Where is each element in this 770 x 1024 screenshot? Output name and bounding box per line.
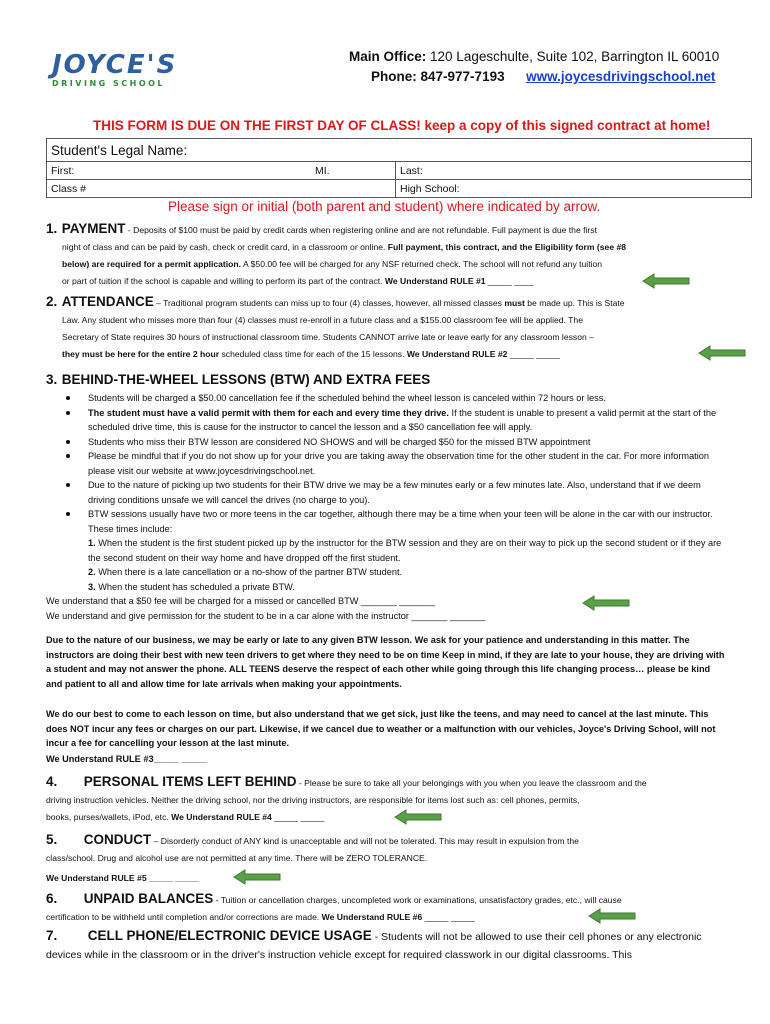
rule-4-blanks[interactable]: _____ _____ [274, 812, 325, 822]
section-number: 5. [46, 832, 58, 847]
logo-subtitle: DRIVING SCHOOL [52, 79, 166, 88]
list-item [62, 391, 726, 406]
section-btw-lessons [46, 371, 726, 623]
first-name-label: First: [51, 164, 75, 177]
items-text-b: driving instruction vehicles. Neither the driving school, nor the driving instructors, are responsible for items lost such as: cell phones, permits, [46, 795, 580, 805]
btw-rule-3: Students who miss their BTW lesson are considered NO SHOWS and will be charged $50 for the missed BTW appointment [88, 436, 591, 447]
section-dash: – [151, 836, 161, 846]
left-arrow-icon [588, 908, 636, 924]
section-title: ATTENDANCE [61, 294, 154, 309]
balances-text-a: Tuition or cancellation charges, uncompleted work or examinations, unsatisfactory grades, etc., will cause [220, 895, 622, 905]
due-notice: THIS FORM IS DUE ON THE FIRST DAY OF CLASS! keep a copy of this signed contract at home! [93, 118, 711, 133]
cell-text-b: devices while in the classroom or in the driver's instruction vehicle except for required classwork in our digital classrooms. This [46, 949, 632, 961]
section-title: UNPAID BALANCES [83, 891, 214, 906]
office-label: Main Office: [349, 49, 427, 64]
left-arrow-icon [642, 273, 690, 289]
section-dash: - [296, 778, 305, 788]
rule-3-acknowledgement[interactable]: We Understand RULE #3_____ _____ [46, 754, 208, 764]
attendance-text-a: Traditional program students can miss up to four (4) classes, however, all missed classes [163, 298, 505, 308]
attendance-text-a2: be made up. This is State [524, 298, 625, 308]
sign-instruction: Please sign or initial (both parent and student) where indicated by arrow. [168, 199, 601, 214]
btw-rules-list [46, 391, 726, 594]
cancellation-notice: We do our best to come to each lesson on time, but also understand that we get sick, just like the teens, and may need to cancel at the last minute. This does NOT incur any fees or charges on our part. Likewise, if we cancel due to weather or a malfunction with our vehicles, Joyce's Driving School, will not incur a fee for cancelling your lesson at the last minute. [46, 709, 716, 748]
last-name-field[interactable] [396, 162, 752, 180]
middle-initial-field[interactable] [311, 162, 396, 180]
btw-alone-permission[interactable]: We understand and give permission for the student to be in a car alone with the instructor _______ _______ [46, 610, 486, 621]
section-title: CELL PHONE/ELECTRONIC DEVICE USAGE [87, 928, 372, 943]
middle-initial-label: MI. [315, 164, 330, 177]
left-arrow-icon [394, 809, 442, 825]
section-title: CONDUCT [83, 832, 152, 847]
case-2: When there is a late cancellation or a no-show of the partner BTW student. [95, 567, 403, 577]
student-name-title: Student's Legal Name: [47, 139, 752, 162]
left-arrow-icon [233, 869, 281, 885]
high-school-label: High School: [400, 182, 460, 195]
payment-text-b: night of class and can be paid by cash, check or credit card, in a classroom or online. [62, 242, 388, 252]
school-logo [52, 52, 202, 88]
office-address: 120 Lageschulte, Suite 102, Barrington IL 60010 [430, 49, 720, 64]
section-payment [46, 220, 736, 290]
list-item [62, 449, 726, 478]
timing-notice: Due to the nature of our business, we may be early or late to any given BTW lesson. We ask for your patience and understanding in this matter. The instructors are doing their best with new teen drivers to get where they need to be on time Keep in mind, if they are late to your house, they are driving with a student and may not answer the phone. ALL TEENS deserve the respect of each other while going through this life changing process… please be kind and patient to all and allow time for late arrivals when making your appointments. [46, 635, 725, 689]
conduct-text-b: class/school. Drug and alcohol use are not permitted at any time. There will be ZERO TOLERANCE. [46, 853, 428, 863]
office-info [349, 47, 719, 67]
list-item [62, 478, 726, 507]
left-arrow-icon [582, 595, 630, 611]
rule-2-label: We Understand RULE #2 [406, 349, 508, 359]
class-number-label: Class # [51, 182, 87, 195]
rule-6-label: We Understand RULE #6 [321, 912, 423, 922]
items-text-c: books, purses/wallets, iPod, etc. [46, 812, 172, 822]
btw-rule-1: Students will be charged a $50.00 cancellation fee if the scheduled behind the wheel lesson is canceled within 72 hours or less. [88, 393, 606, 403]
rule-6-blanks[interactable]: _____ _____ [424, 912, 475, 922]
student-name-form [46, 138, 752, 198]
rule-2-blanks[interactable]: _____ _____ [509, 349, 561, 359]
balances-text-b: certification to be withheld until completion and/or corrections are made. [46, 912, 322, 922]
payment-text-d: or part of tuition if the school is capable and willing to perform its part of the contract. [62, 276, 385, 286]
section-number: 6. [46, 891, 58, 906]
rule-4-label: We Understand RULE #4 [171, 812, 272, 822]
section-number: 2. [46, 294, 58, 309]
btw-rule-2-bold: The student must have a valid permit with them for each and every time they drive. [88, 407, 449, 418]
section-dash: - [213, 895, 221, 905]
list-item [62, 435, 726, 450]
section-dash: – [153, 298, 164, 308]
section-dash: - [125, 225, 134, 235]
section-conduct [46, 831, 746, 887]
attendance-bold-d: they must be here for the entire 2 hour [62, 349, 220, 359]
rule-1-blanks[interactable]: _____ ____ [487, 276, 534, 286]
cell-text-a: Students will not be allowed to use their cell phones or any electronic [381, 931, 702, 943]
high-school-field[interactable] [396, 180, 752, 198]
case-number: 1. [88, 538, 96, 548]
section-title: BEHIND-THE-WHEEL LESSONS (BTW) AND EXTRA FEES [61, 372, 431, 387]
payment-text-a: Deposits of $100 must be paid by credit cards when registering online and are not refundable. Full payment is due the first [133, 225, 597, 235]
website-link[interactable]: www.joycesdrivingschool.net [526, 69, 716, 84]
payment-text-c: A $50.00 fee will be charged for any NSF returned check. The school will not refund any tuition [241, 259, 603, 269]
section-dash: - [371, 931, 382, 943]
case-number: 2. [88, 567, 96, 577]
list-item [62, 507, 726, 594]
case-3: When the student has scheduled a private BTW. [95, 581, 295, 592]
btw-rule-6: BTW sessions usually have two or more teens in the car together, although there may be a time when your teen will be alone in the car with our instructor. These times include: [88, 509, 713, 534]
attendance-bold-a: must [504, 298, 525, 308]
section-unpaid-balances [46, 890, 746, 926]
left-arrow-icon [698, 345, 746, 361]
list-item [62, 406, 726, 435]
phone-info [371, 67, 715, 87]
first-name-field[interactable] [47, 162, 312, 180]
btw-rule-5: Due to the nature of picking up two students for their BTW drive we may be a few minutes early or a few minutes late. Also, understand that if we deem driving conditions unsafe we will cancel the drives (no charge to you). [88, 480, 701, 505]
conduct-text-a: Disorderly conduct of ANY kind is unacceptable and will not be tolerated. This may result in expulsion from the [160, 836, 579, 846]
section-number: 1. [46, 221, 58, 236]
attendance-text-d: scheduled class time for each of the 15 lessons. [219, 349, 407, 359]
btw-rule-4: Please be mindful that if you do not show up for your drive you are taking away the observation time for the other student in the car. For more information please visit our website at www.joycesdrivingschool.net. [88, 451, 709, 476]
section-title: PAYMENT [61, 221, 126, 236]
btw-rule-2: If the student is unable to present a valid permit at the start of the scheduled drive time, this is cause for the instructor to cancel the lesson and a $50 cancellation fee will apply. [88, 407, 717, 432]
section-number: 7. [46, 928, 58, 943]
payment-bold-c: below) are required for a permit application. [62, 259, 242, 269]
phone-number: 847-977-7193 [420, 69, 505, 84]
class-number-field[interactable] [47, 180, 396, 198]
last-name-label: Last: [400, 164, 423, 177]
section-title: PERSONAL ITEMS LEFT BEHIND [83, 774, 297, 789]
case-1: When the student is the first student picked up by the instructor for the BTW session and they are on their way to pick up the second student or if they are the second student on their way home and have dropped off the first student. [88, 538, 722, 563]
rule-5-acknowledgement[interactable]: We Understand RULE #5 _____ _____ [46, 873, 200, 883]
section-number: 3. [46, 372, 58, 387]
section-cell-phone [46, 927, 756, 965]
case-number: 3. [88, 581, 96, 592]
attendance-text-c: Secretary of State requires 30 hours of instructional classroom time. Students CANNOT arrive late or leave early for any classroom lesson – [62, 332, 594, 342]
phone-label: Phone: [371, 69, 417, 84]
payment-bold-b: Full payment, this contract, and the Eligibility form (see #8 [387, 242, 627, 252]
items-text-a: Please be sure to take all your belongings with you when you leave the classroom and the [304, 778, 647, 788]
attendance-text-b: Law. Any student who misses more than four (4) classes must re-enroll in a future class and a $155.00 classroom fee will be applied. The [62, 315, 583, 325]
section-number: 4. [46, 774, 58, 789]
section-attendance [46, 293, 746, 363]
logo-name: JOYCE'S [52, 50, 178, 80]
btw-fee-acknowledgement[interactable]: We understand that a $50 fee will be charged for a missed or cancelled BTW _______ _______ [46, 596, 436, 606]
rule-1-label: We Understand RULE #1 [384, 276, 486, 286]
